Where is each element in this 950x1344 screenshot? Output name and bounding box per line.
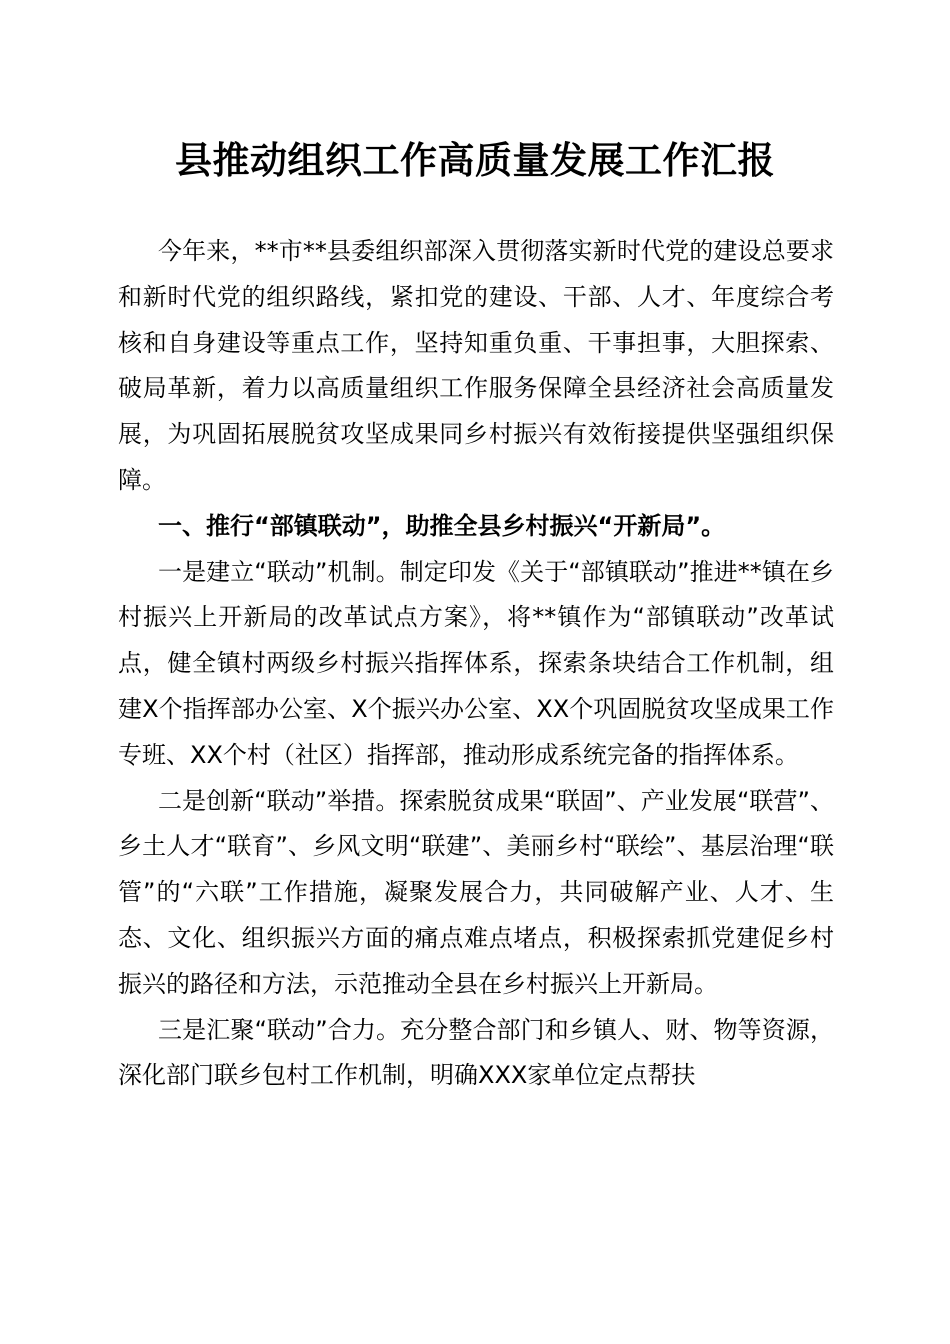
paragraph-synergy-lead: 三是汇聚“联动”合力。 xyxy=(158,1015,401,1044)
paragraph-synergy xyxy=(118,1008,834,1100)
paragraph-measures-lead: 二是创新“联动”举措。 xyxy=(158,786,400,815)
document-body xyxy=(118,229,834,1099)
intro-paragraph: 今年来，**市**县委组织部深入贯彻落实新时代党的建设总要求和新时代党的组织路线，紧扣党的建设、干部、人才、年度综合考核和自身建设等重点工作，坚持知重负重、干事担事，大胆探索、破局革新，着力以高质量组织工作服务保障全县经济社会高质量发展，为巩固拓展脱贫攻坚成果同乡村振兴有效衔接提供坚强组织保障。 xyxy=(118,237,834,494)
paragraph-mechanism-body: 制定印发《关于“部镇联动”推进**镇在乡村振兴上开新局的改革试点方案》，将**镇作为“部镇联动”改革试点，健全镇村两级乡村振兴指挥体系，探索条块结合工作机制，组建X个指挥部办公室、X个振兴办公室、XX个巩固脱贫攻坚成果工作专班、XX个村（社区）指挥部，推动形成系统完备的指挥体系。 xyxy=(118,557,834,769)
paragraph-mechanism xyxy=(118,550,834,779)
document-title: 县推动组织工作高质量发展工作汇报 xyxy=(175,138,775,182)
section-heading-1: 一、推行“部镇联动”，助推全县乡村振兴“开新局”。 xyxy=(158,511,726,540)
paragraph-mechanism-lead: 一是建立“联动”机制。 xyxy=(158,557,400,586)
paragraph-measures xyxy=(118,779,834,1008)
paragraph-measures-body: 探索脱贫成果“联固”、产业发展“联营”、乡土人才“联育”、乡风文明“联建”、美丽乡村“联绘”、基层治理“联管”的“六联”工作措施，凝聚发展合力，共同破解产业、人才、生态、文化、组织振兴方面的痛点难点堵点，积极探索抓党建促乡村振兴的路径和方法，示范推动全县在乡村振兴上开新局。 xyxy=(118,786,835,998)
paragraph-synergy-body: 充分整合部门和乡镇人、财、物等资源，深化部门联乡包村工作机制，明确XXX家单位定点帮扶 xyxy=(118,1015,835,1090)
